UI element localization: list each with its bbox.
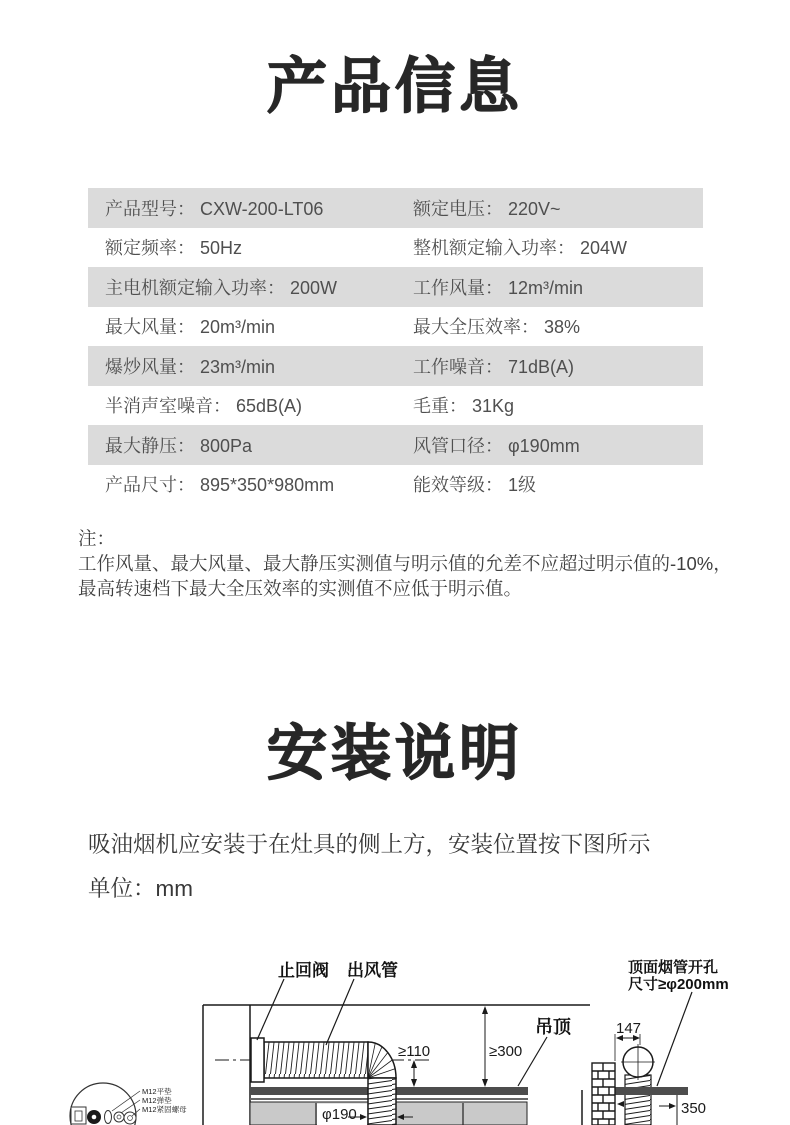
svg-text:φ190: φ190 [322, 1106, 357, 1123]
spec-cell: 额定电压： 220V~ [413, 198, 561, 219]
flat-washer [105, 1111, 112, 1124]
svg-text:出风管: 出风管 [347, 961, 398, 980]
spec-row [88, 228, 703, 268]
spec-row [88, 465, 703, 505]
svg-text:尺寸≥φ200mm: 尺寸≥φ200mm [628, 976, 729, 993]
spec-row [88, 425, 703, 465]
installation-diagram [0, 930, 790, 1125]
section-title-product-info: 产品信息 [267, 53, 523, 120]
spec-row [88, 188, 703, 228]
spec-cell: 风管口径： φ190mm [413, 435, 580, 456]
svg-text:M12紧固螺母: M12紧固螺母 [142, 1105, 187, 1114]
check-valve [251, 1038, 264, 1082]
svg-text:顶面烟管开孔: 顶面烟管开孔 [628, 959, 719, 976]
svg-text:147: 147 [616, 1020, 642, 1037]
spec-cell: 整机额定输入功率： 204W [413, 238, 628, 259]
note-line: 工作风量、最大风量、最大静压实测值与明示值的允差不应超过明示值的-10%， [78, 553, 732, 574]
spec-cell: 主电机额定输入功率： 200W [105, 277, 338, 298]
svg-text:M12弹垫: M12弹垫 [142, 1096, 172, 1105]
dim-300 [482, 1006, 522, 1087]
svg-text:350: 350 [681, 1100, 707, 1117]
dim-110 [398, 1043, 430, 1087]
outlet-duct-label [326, 960, 398, 1045]
svg-text:≥300: ≥300 [489, 1043, 523, 1060]
spec-cell: 毛重： 31Kg [413, 396, 515, 417]
spec-cell: 工作风量： 12m³/min [413, 277, 584, 298]
fastener-detail [70, 1083, 187, 1125]
spec-note [78, 526, 768, 601]
spec-table [88, 188, 703, 504]
spec-cell: 半消声室噪音： 65dB(A) [105, 396, 303, 417]
svg-text:吊顶: 吊顶 [535, 1017, 571, 1037]
spec-cell: 产品型号： CXW-200-LT06 [105, 198, 324, 219]
spec-cell: 工作噪音： 71dB(A) [413, 356, 575, 377]
install-unit: 单位：mm [88, 876, 193, 901]
svg-text:≥110: ≥110 [398, 1043, 431, 1060]
spec-cell: 最大全压效率： 38% [413, 317, 581, 338]
note-heading: 注： [78, 528, 116, 549]
spec-row [88, 267, 703, 307]
spec-cell: 爆炒风量： 23m³/min [105, 356, 276, 377]
spec-cell: 最大静压： 800Pa [105, 435, 253, 456]
spec-row [88, 307, 703, 347]
spec-cell: 产品尺寸： 895*350*980mm [105, 475, 335, 496]
svg-text:M12平垫: M12平垫 [142, 1087, 172, 1096]
svg-text:止回阀: 止回阀 [278, 961, 329, 980]
spec-cell: 额定频率： 50Hz [105, 238, 243, 259]
roof-exit-detail [592, 958, 729, 1125]
spec-row [88, 386, 703, 426]
section-title-install: 安装说明 [267, 720, 523, 787]
note-line: 最高转速档下最大全压效率的实测值不应低于明示值。 [78, 578, 523, 599]
spec-cell: 最大风量： 20m³/min [105, 317, 276, 338]
spec-row [88, 346, 703, 386]
brick-wall [592, 1063, 615, 1125]
install-instruction: 吸油烟机应安装于在灶具的侧上方，安装位置按下图所示 [88, 832, 651, 857]
ceiling-label [518, 1017, 572, 1086]
check-valve-label [257, 960, 329, 1040]
spec-cell: 能效等级： 1级 [413, 475, 537, 496]
